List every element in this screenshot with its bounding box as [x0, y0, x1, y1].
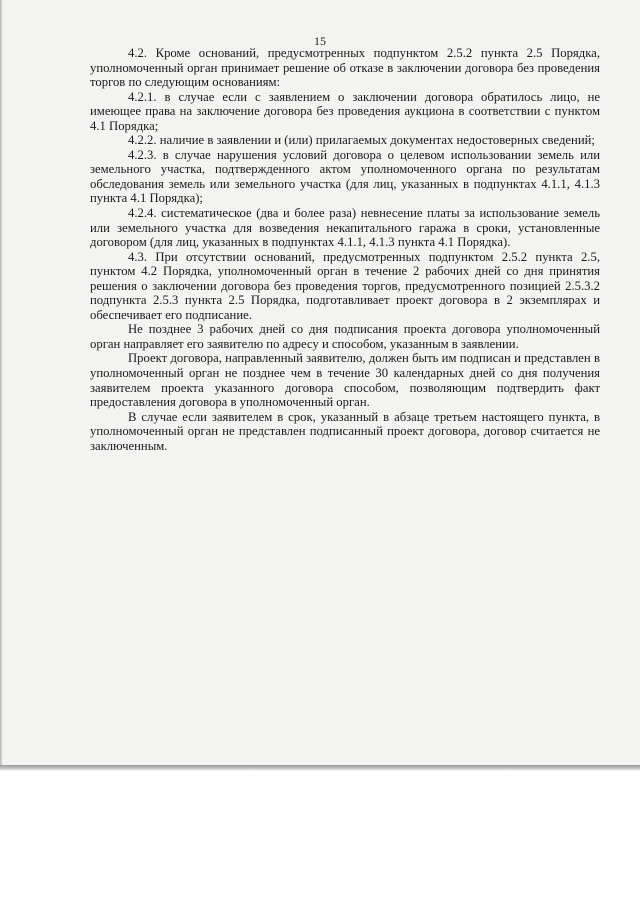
scan-edge — [0, 765, 640, 771]
page-number: 15 — [314, 34, 326, 48]
paragraph-4-2: 4.2. Кроме оснований, предусмотренных подпунктом 2.5.2 пункта 2.5 Порядка, уполномоченный орган принимает решение об отказе в заключении договора без проведения торгов по следующим основаниям: — [90, 46, 600, 90]
paragraph-4-3: 4.3. При отсутствии оснований, предусмотренных подпунктом 2.5.2 пункта 2.5, пунктом 4.2 Порядка, уполномоченный орган в течение 2 рабочих дней со дня принятия решения о заключении договора без проведения торгов, предусмотренного позицией 2.5.3.2 подпункта 2.5.3 пункта 2.5 Порядка, подготавливает проект договора в 2 экземплярах и обеспечивает его подписание. — [90, 249, 600, 322]
paragraph-4-2-3: 4.2.3. в случае нарушения условий договора о целевом использовании земель или земельного участка, подтвержденного актом уполномоченного органа по результатам обследования земель или земельного участка (для лиц, указанных в подпунктах 4.1.1, 4.1.3 пункта 4.1 Порядка); — [90, 147, 600, 206]
paragraph-4-3-sending: Не позднее 3 рабочих дней со дня подписания проекта договора уполномоченный орган направляет его заявителю по адресу и способом, указанным в заявлении. — [90, 322, 600, 351]
document-body — [90, 46, 600, 453]
paragraph-4-2-1: 4.2.1. в случае если с заявлением о заключении договора обратилось лицо, не имеющее права на заключение договора без проведения аукциона в соответствии с пунктом 4.1 Порядка; — [90, 89, 600, 133]
paragraph-4-3-signing-term: Проект договора, направленный заявителю, должен быть им подписан и представлен в уполномоченный орган не позднее чем в течение 30 календарных дней со дня получения заявителем проекта указанного договора способом, позволяющим подтвердить факт предоставления договора в уполномоченный орган. — [90, 351, 600, 410]
paragraph-4-3-not-concluded: В случае если заявителем в срок, указанный в абзаце третьем настоящего пункта, в уполномоченный орган не представлен подписанный проект договора, договор считается не заключенным. — [90, 409, 600, 453]
paragraph-4-2-4: 4.2.4. систематическое (два и более раза) невнесение платы за использование земель или земельного участка для возведения некапитального гаража в сроки, установленные договором (для лиц, указанных в подпунктах 4.1.1, 4.1.3 пункта 4.1 Порядка). — [90, 206, 600, 250]
paragraph-4-2-2: 4.2.2. наличие в заявлении и (или) прилагаемых документах недостоверных сведений; — [128, 133, 595, 148]
scan-shadow — [0, 0, 3, 765]
